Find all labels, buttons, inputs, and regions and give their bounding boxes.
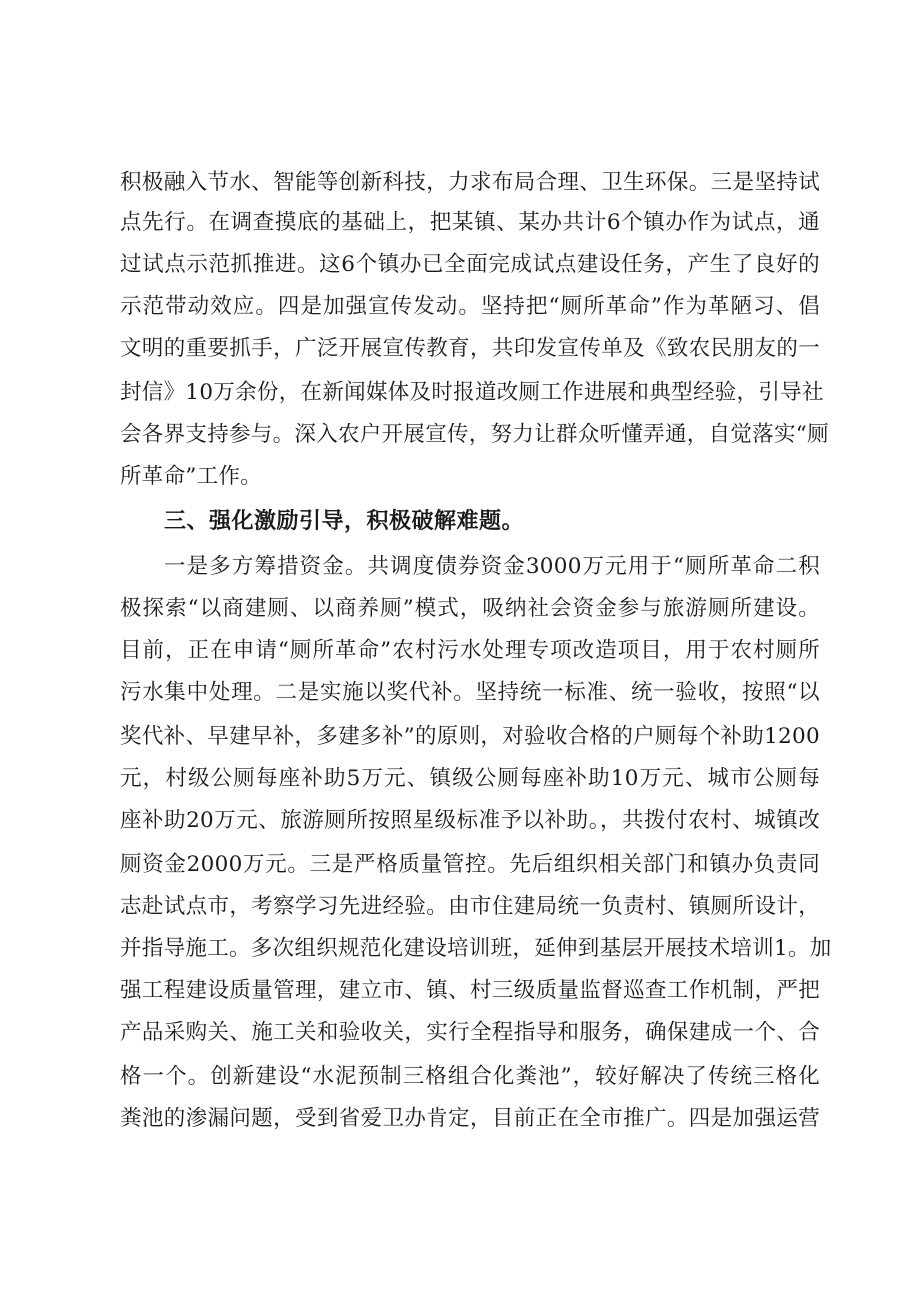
paragraph-1-line: 封信》10万余份，在新闻媒体及时报道改厕工作进展和典型经验，引导社	[120, 380, 824, 405]
paragraph-2-line: 粪池的渗漏问题，受到省爱卫办肯定，目前正在全市推广。四是加强运营	[120, 1106, 820, 1131]
paragraph-1-line: 过试点示范抓推进。这6个镇办已全面完成试点建设任务，产生了良好的	[120, 252, 820, 277]
paragraph-2-line: 并指导施工。多次组织规范化建设培训班，延伸到基层开展技术培训1。加	[120, 936, 832, 961]
paragraph-2-line: 元，村级公厕每座补助5万元、镇级公厕每座补助10万元、城市公厕每	[120, 766, 820, 791]
paragraph-2-line: 极探索“以商建厕、以商养厕”模式，吸纳社会资金参与旅游厕所建设。	[120, 596, 820, 621]
paragraph-1-line: 所革命”工作。	[120, 464, 263, 489]
paragraph-1-line: 积极融入节水、智能等创新科技，力求布局合理、卫生环保。三是坚持试	[120, 170, 820, 195]
paragraph-2-line: 污水集中处理。二是实施以奖代补。坚持统一标准、统一验收，按照“以	[120, 680, 820, 705]
paragraph-2-line: 格一个。创新建设“水泥预制三格组合化粪池”，较好解决了传统三格化	[120, 1064, 820, 1089]
paragraph-2-line: 座补助20万元、旅游厕所按照星级标准予以补助。，共拨付农村、城镇改	[120, 808, 820, 833]
paragraph-2-line: 志赴试点市，考察学习先进经验。由市住建局统一负责村、镇厕所设计，	[120, 894, 820, 919]
paragraph-2-line: 奖代补、早建早补，多建多补”的原则，对验收合格的户厕每个补助1200	[120, 724, 820, 749]
paragraph-2-line: 一是多方筹措资金。共调度债券资金3000万元用于“厕所革命二积	[164, 554, 820, 579]
paragraph-1-line: 点先行。在调查摸底的基础上，把某镇、某办共计6个镇办作为试点，通	[120, 210, 820, 235]
paragraph-2-line: 产品采购关、施工关和验收关，实行全程指导和服务，确保建成一个、合	[120, 1020, 820, 1045]
paragraph-2-line: 强工程建设质量管理，建立市、镇、村三级质量监督巡查工作机制，严把	[120, 978, 820, 1003]
paragraph-1-line: 示范带动效应。四是加强宣传发动。坚持把“厕所革命”作为革陋习、倡	[120, 294, 820, 319]
paragraph-1-line: 文明的重要抓手，广泛开展宣传教育，共印发宣传单及《致农民朋友的一	[120, 336, 820, 361]
section-heading: 三、强化激励引导，积极破解难题。	[164, 509, 525, 534]
paragraph-2-line: 目前，正在申请“厕所革命”农村污水处理专项改造项目，用于农村厕所	[120, 638, 820, 663]
paragraph-1-line: 会各界支持参与。深入农户开展宣传，努力让群众听懂弄通，自觉落实“厕	[120, 422, 829, 447]
paragraph-2-line: 厕资金2000万元。三是严格质量管控。先后组织相关部门和镇办负责同	[120, 852, 820, 877]
